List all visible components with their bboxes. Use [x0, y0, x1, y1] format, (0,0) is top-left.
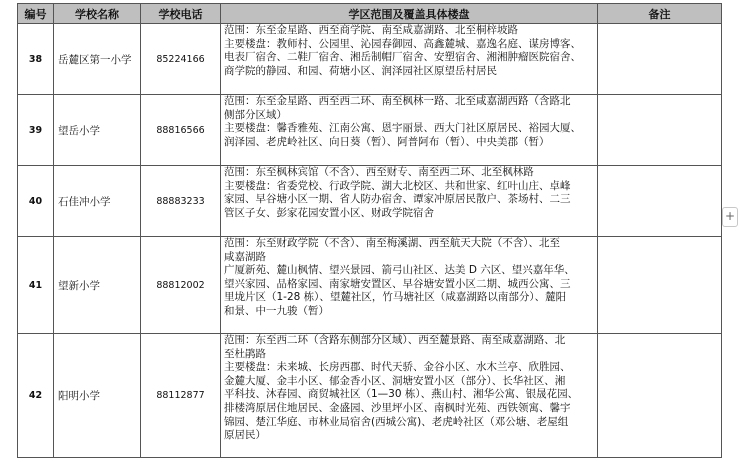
school-number: 38 [18, 24, 54, 95]
scope-line: 平科技、沐春园、商贸城社区（1—30 栋）、燕山村、湘华公寓、银晟花园、 [224, 388, 579, 401]
table-row [18, 95, 722, 166]
scope-line: 里垅片区（1-28 栋）、望麓社区，竹马塘社区（咸嘉湖路以南部分）、麓阳 [224, 291, 567, 304]
school-number: 41 [18, 237, 54, 334]
header-school-name: 学校名称 [54, 4, 141, 24]
school-number: 39 [18, 95, 54, 166]
school-district-table [17, 3, 722, 458]
scope-line: 锦园、楚江华庭、市林业局宿舍(西城公寓)、老虎岭社区（邓公塘、老屋组 [224, 415, 569, 428]
expand-plus-button[interactable]: + [722, 207, 738, 227]
table-row [18, 166, 722, 237]
scope-line: 金麓大厦、金丰小区、郁金香小区、洞塘安置小区（部分）、长华社区、湘 [224, 374, 566, 387]
note-cell [598, 95, 722, 166]
school-phone: 88883233 [141, 166, 221, 237]
district-scope [221, 237, 598, 334]
note-cell [598, 166, 722, 237]
table-row [18, 237, 722, 334]
scope-line: 咸嘉湖路 [224, 250, 266, 263]
scope-line: 管区子女、彭家花园安置小区、财政学院宿舍 [224, 206, 434, 219]
scope-line: 范围：东至金星路、西至商学院、南至咸嘉湖路、北至桐梓坡路 [224, 24, 518, 36]
scope-line: 家园、早谷塘小区一期、省人防办宿舍、谭家冲原居民散户、茶场村、二三 [224, 193, 571, 206]
school-number: 42 [18, 334, 54, 458]
scope-line: 范围：东至财政学院（不含）、南至梅溪湖、西至航天大院（不含）、北至 [224, 237, 560, 249]
scope-line: 范围：东至枫林宾馆（不含）、西至财专、南至西二环、北至枫林路 [224, 166, 534, 178]
scope-line: 主要楼盘：馨香雅苑、江南公寓、恩宇丽景、西大门社区原居民、裕园大厦、 [224, 122, 581, 135]
scope-line: 商学院的静园、和园、荷塘小区、润泽园社区原望岳村居民 [224, 64, 497, 77]
header-row [18, 4, 722, 24]
header-district-scope: 学区范围及覆盖具体楼盘 [221, 4, 598, 24]
district-scope [221, 24, 598, 95]
header-school-phone: 学校电话 [141, 4, 221, 24]
district-scope [221, 334, 598, 458]
district-scope [221, 166, 598, 237]
scope-line: 广厦新苑、麓山枫情、望兴景园、箭弓山社区、达美 D 六区、望兴嘉年华、 [224, 264, 575, 277]
school-phone: 88112877 [141, 334, 221, 458]
district-scope [221, 95, 598, 166]
school-phone: 88816566 [141, 95, 221, 166]
scope-line: 主要楼盘：教师村、公园里、沁园春御园、高鑫麓城、嘉逸名庭、谋房博客、 [224, 37, 581, 50]
school-name: 望新小学 [54, 237, 141, 334]
scope-line: 望兴家园、品格家园、南家塘安置区、早谷塘安置小区二期、城西公寓、三 [224, 277, 571, 290]
scope-line: 排楼湾原居住地居民、金盛园、沙里坪小区、南枫时光苑、西铁领寓、馨宇 [224, 401, 571, 414]
scope-line: 范围：东至金星路、西至西二环、南至枫林一路、北至咸嘉湖西路（含路北 [224, 95, 571, 107]
header-number: 编号 [18, 4, 54, 24]
school-name: 望岳小学 [54, 95, 141, 166]
note-cell [598, 24, 722, 95]
table-row [18, 24, 722, 95]
header-note: 备注 [598, 4, 722, 24]
table-row [18, 334, 722, 458]
school-phone: 88812002 [141, 237, 221, 334]
school-name: 石佳冲小学 [54, 166, 141, 237]
scope-line: 原居民） [224, 429, 266, 442]
scope-line: 范围：东至西二环（含路东侧部分区域）、西至麓景路、南至咸嘉湖路、北 [224, 334, 566, 346]
scope-line: 主要楼盘：未来城、长房西郡、时代天骄、金谷小区、水木兰亭、欣胜园、 [224, 361, 571, 374]
note-cell [598, 334, 722, 458]
school-name: 岳麓区第一小学 [54, 24, 141, 95]
school-name: 阳明小学 [54, 334, 141, 458]
scope-line: 电表厂宿舍、二鞋厂宿舍、湘岳制帽厂宿舍、安塑宿舍、湘湘肿瘤医院宿舍、 [224, 51, 581, 64]
scope-line: 主要楼盘：省委党校、行政学院、湖大北校区、共和世家、红叶山庄、卓峰 [224, 179, 571, 192]
school-phone: 85224166 [141, 24, 221, 95]
note-cell [598, 237, 722, 334]
scope-line: 润泽园、老虎岭社区、向日葵（暂）、阿普阿布（暂）、中央美郡（暂） [224, 135, 550, 148]
scope-line: 至杜鹃路 [224, 347, 266, 360]
scope-line: 侧部分区域） [224, 108, 287, 121]
school-number: 40 [18, 166, 54, 237]
scope-line: 和景、中一九骏（暂） [224, 304, 329, 317]
